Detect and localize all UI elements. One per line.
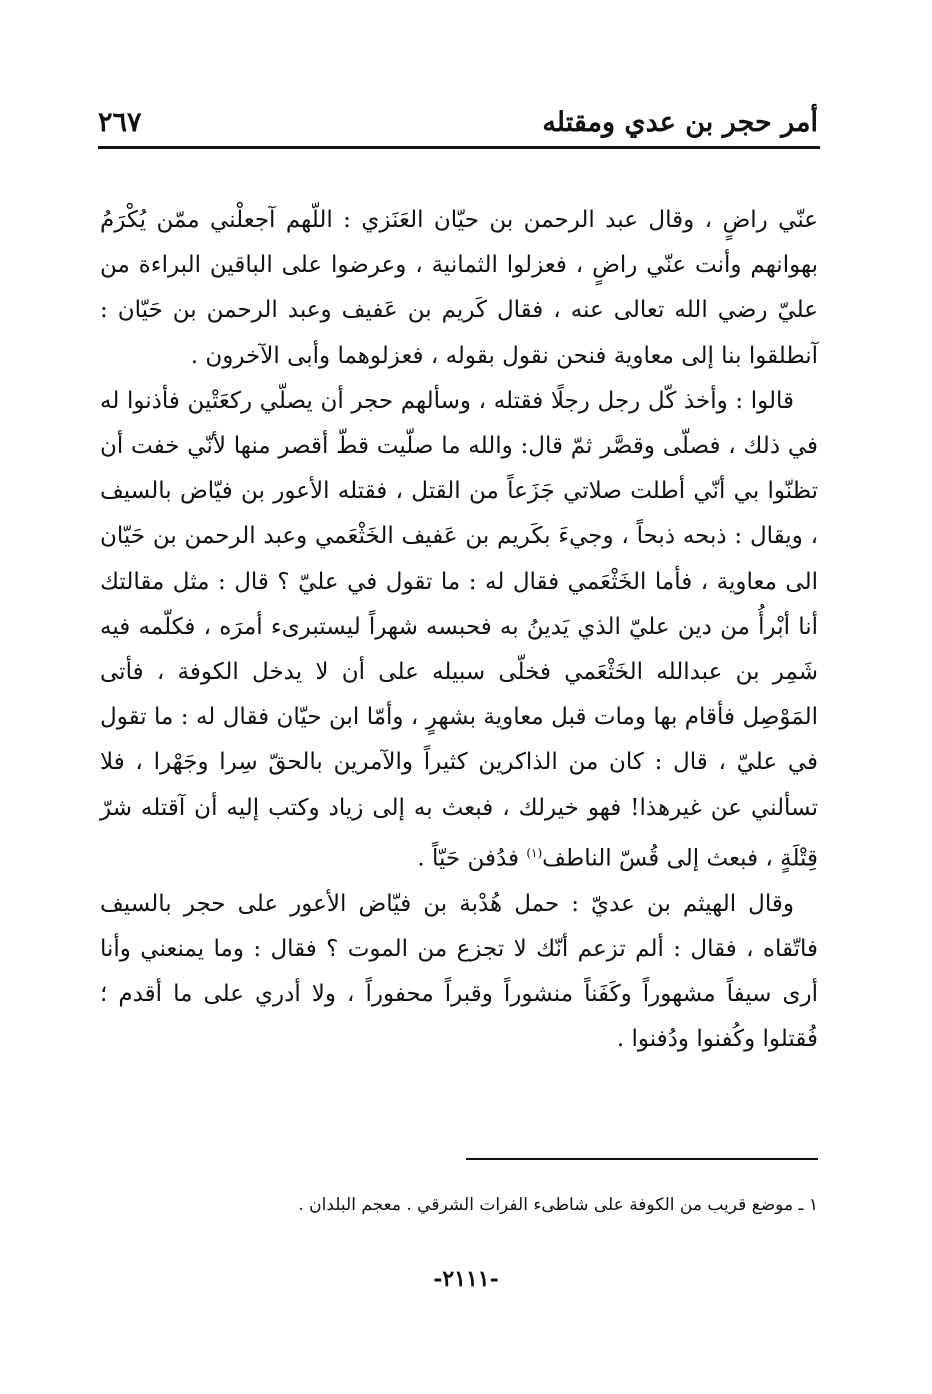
folio-number: -٢١١١-: [433, 1266, 499, 1292]
paragraph-2: [100, 379, 818, 882]
paragraph-2-text: قالوا : وأخذ كّل رجل رجلًا فقتله ، وسألهم حجر أن يصلّي ركعَتْين فأذنوا له في ذلك ، فصلّى وقصَّر ثمّ قال: والله ما صلّيت قطّ أقصر منها لأنّي خفت أن تظنّوا بي أنّي أطلت صلاتي جَزَعاً من القتل ، فقتله الأعور بن فيّاض بالسيف ، ويقال : ذبحه ذبحاً ، وجيءَ بكَريم بن عَفيف الخَثْعَمي وعبد الرحمن بن حَيّان الى معاوية ، فأما الخَثْعَمي فقال له : ما تقول في عليّ ؟ قال : مثل مقالتك أنا أبْرأُ من دين عليّ الذي يَدينُ به فحبسه شهراً ليستبرىء أمرَه ، فكلّمه فيه شَمِر بن عبدالله الخَثْعَمي فخلّى سبيله على أن لا يدخل الكوفة ، فأتى المَوْصِل فأقام بها ومات قبل معاوية بشهرٍ ، وأمّا ابن حيّان فقال له : ما تقول في عليّ ، قال : كان من الذاكرين كثيراً والآمرين بالحقّ سِرا وجَهْرا ، فلا تسألني عن غيرهذا! فهو خيرلك ، فبعث به إلى زياد وكتب إليه أن آقتله شرّ قِتْلَةٍ ، فبعث إلى قُسّ الناطف: [100, 387, 818, 872]
footnote-rule: [466, 1158, 818, 1160]
page-header: [98, 98, 818, 138]
footnote-reference: (١): [526, 845, 543, 860]
body-text: [100, 198, 818, 1063]
paragraph-1: عنّي راضٍ ، وقال عبد الرحمن بن حيّان العَنَزي : اللّهم آجعلْني ممّن يُكْرَمُ بهوانهم وأنت عنّي راضٍ ، فعزلوا الثمانية ، وعرضوا على الباقين البراءة من عليّ رضي الله تعالى عنه ، فقال كَريم بن عَفيف وعبد الرحمن بن حَيّان : آنطلقوا بنا إلى معاوية فنحن نقول بقوله ، فعزلوهما وأبى الآخرون .: [100, 207, 818, 369]
header-rule: [98, 146, 820, 149]
paragraph-3: وقال الهيثم بن عديّ : حمل هُدْبة بن فيّاض الأعور على حجر بالسيف فاتّقاه ، فقال : ألم تزعم أنّك لا تجزع من الموت ؟ فقال : وما يمنعني وأنا أرى سيفاً مشهوراً وكَفَناً منشوراً وقبراً محفوراً ، ولا أدري على ما أقدم ؛ فُقتلوا وكُفنوا ودُفنوا .: [100, 890, 818, 1053]
running-title: أمر حجر بن عدي ومقتله: [542, 107, 818, 138]
page-number: ٢٦٧: [98, 107, 142, 138]
paragraph-2-end: فدُفن حَيّاً .: [417, 845, 527, 872]
footnote: ١ ـ موضع قريب من الكوفة على شاطىء الفرات الشرقي . معجم البلدان .: [298, 1195, 818, 1215]
